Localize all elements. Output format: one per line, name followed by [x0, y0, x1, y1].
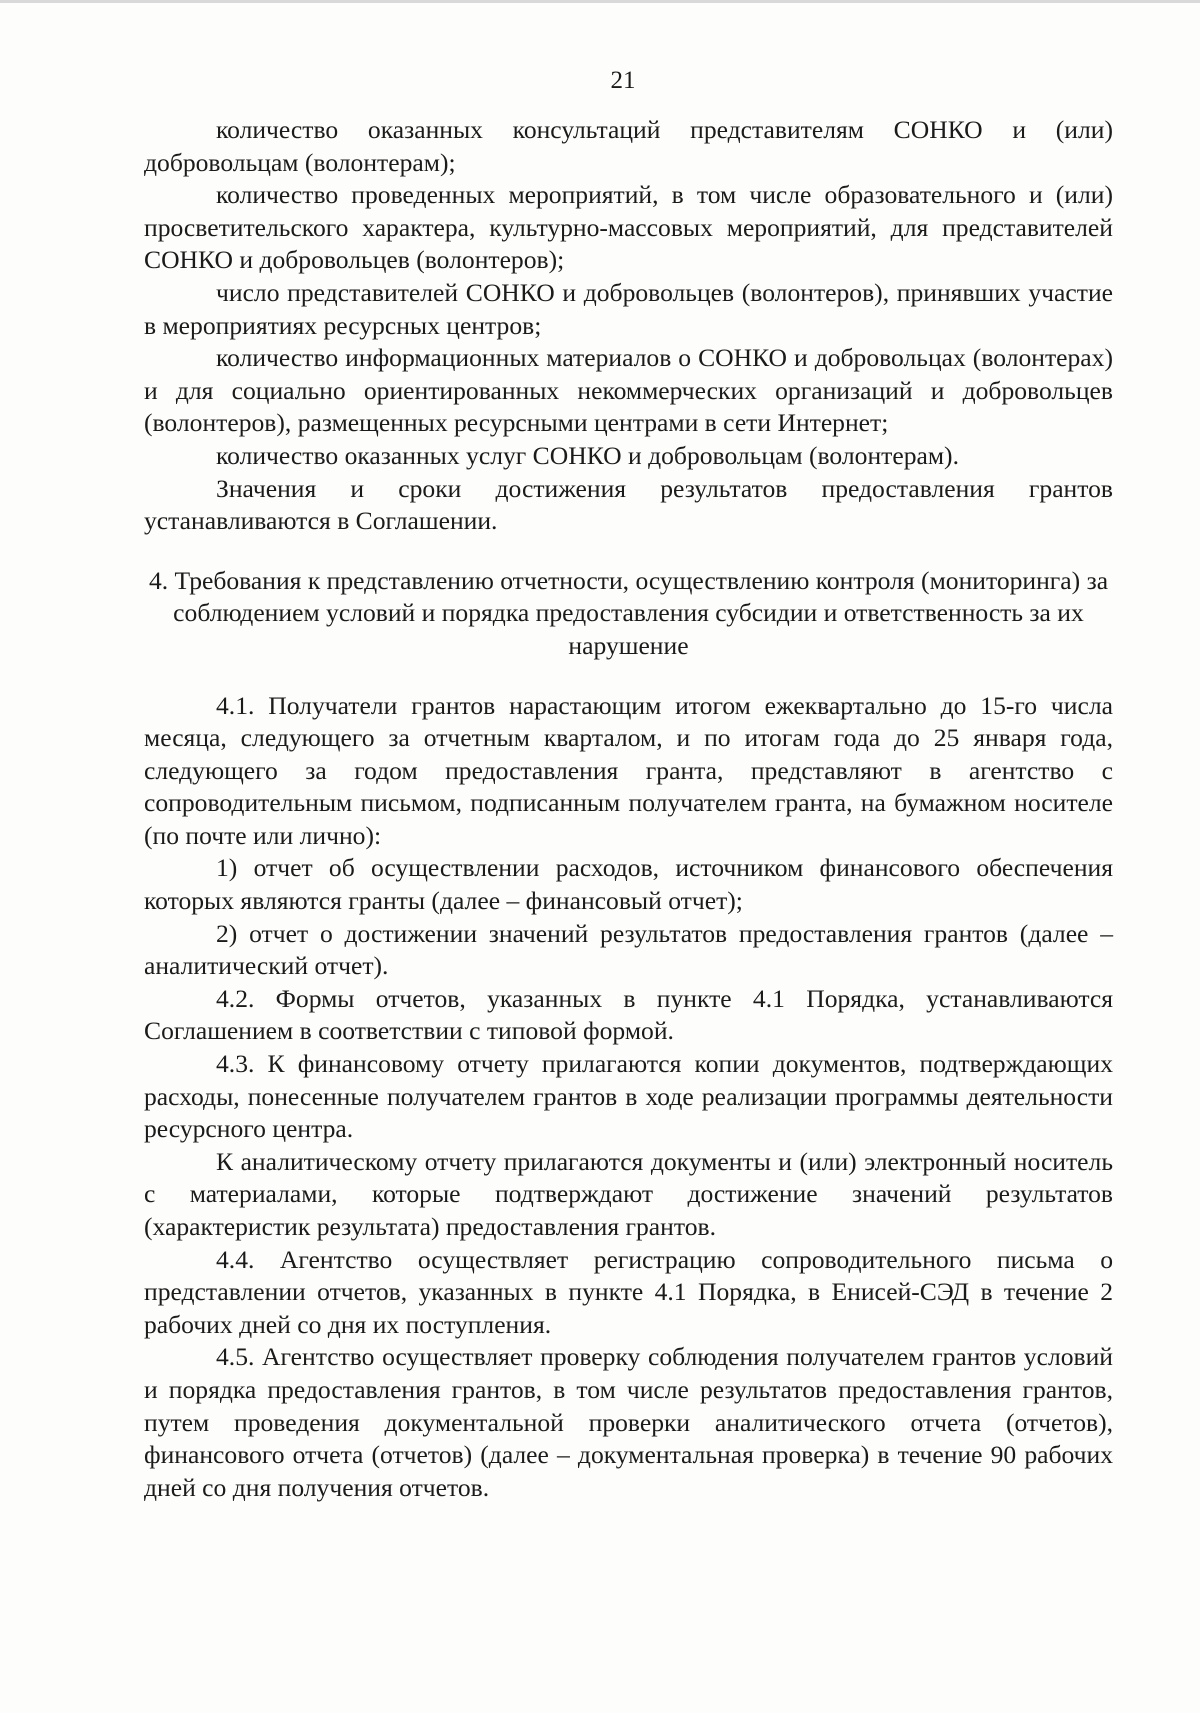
scan-edge	[0, 0, 1200, 3]
section-heading: 4. Требования к представлению отчетности, осуществлению контроля (мониторинга) за соблюдением условий и порядка предоставления субсидии и ответственность за их нарушение	[148, 565, 1109, 660]
paragraph: 4.3. К финансовому отчету прилагаются копии документов, подтверждающих расходы, понесенные получателем грантов в ходе реализации программы деятельности ресурсного центра.	[144, 1049, 1113, 1144]
paragraph: количество проведенных мероприятий, в том числе образовательного и (или) просветительского характера, культурно-массовых мероприятий, для представителей СОНКО и добровольцев (волонтеров);	[144, 180, 1113, 275]
paragraph: К аналитическому отчету прилагаются документы и (или) электронный носитель с материалами, которые подтверждают достижение значений результатов (характеристик результата) предоставления грантов.	[144, 1146, 1113, 1241]
paragraph: 4.2. Формы отчетов, указанных в пункте 4.1 Порядка, устанавливаются Соглашением в соответствии с типовой формой.	[144, 983, 1113, 1046]
paragraph: количество оказанных услуг СОНКО и добровольцам (волонтерам).	[216, 440, 959, 470]
paragraph: количество оказанных консультаций представителям СОНКО и (или) добровольцам (волонтерам);	[144, 115, 1113, 177]
document-body	[144, 114, 1113, 1504]
paragraph: 4.1. Получатели грантов нарастающим итогом ежеквартально до 15-го числа месяца, следующего за отчетным кварталом, и по итогам года до 25 января года, следующего за годом предоставления гранта, представляют в агентство с сопроводительным письмом, подписанным получателем гранта, на бумажном носителе (по почте или лично):	[144, 690, 1113, 850]
paragraph: количество информационных материалов о СОНКО и добровольцах (волонтерах) и для социально ориентированных некоммерческих организаций и добровольцев (волонтеров), размещенных ресурсными центрами в сети Интернет;	[144, 343, 1113, 438]
page-number: 21	[610, 67, 636, 94]
paragraph: число представителей СОНКО и добровольцев (волонтеров), принявших участие в мероприятиях ресурсных центров;	[144, 277, 1113, 340]
paragraph: 1) отчет об осуществлении расходов, источником финансового обеспечения которых являются гранты (далее – финансовый отчет);	[144, 853, 1113, 916]
paragraph: Значения и сроки достижения результатов предоставления грантов устанавливаются в Соглашении.	[144, 473, 1113, 536]
paragraph: 4.4. Агентство осуществляет регистрацию сопроводительного письма о представлении отчетов, указанных в пункте 4.1 Порядка, в Енисей-СЭД в течение 2 рабочих дней со дня их поступления.	[144, 1244, 1113, 1339]
paragraph: 2) отчет о достижении значений результатов предоставления грантов (далее – аналитический отчет).	[144, 918, 1113, 981]
paragraph: 4.5. Агентство осуществляет проверку соблюдения получателем грантов условий и порядка предоставления грантов, в том числе результатов предоставления грантов, путем проведения документальной проверки аналитического отчета (отчетов), финансового отчета (отчетов) (далее – документальная проверка) в течение 90 рабочих дней со дня получения отчетов.	[144, 1342, 1113, 1502]
